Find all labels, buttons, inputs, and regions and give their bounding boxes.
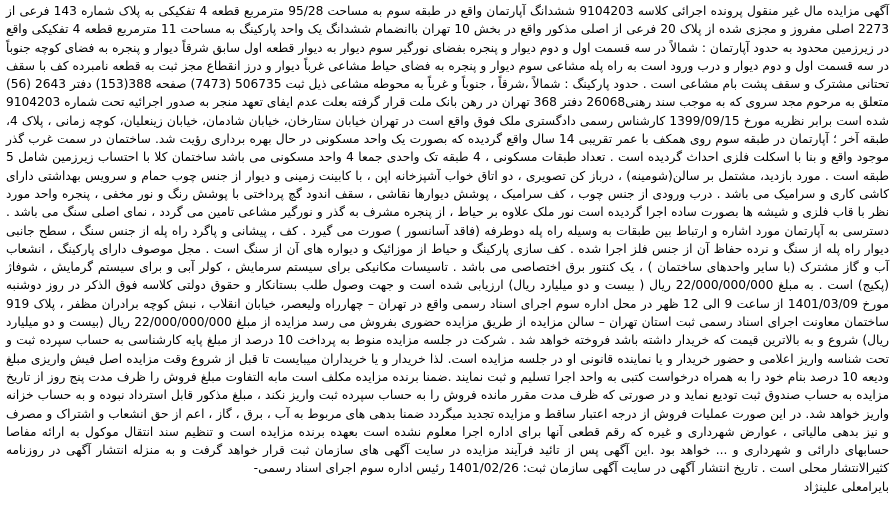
official-signature-name: بایرامعلی علینژاد bbox=[803, 479, 889, 494]
notice-body-text: آگهی مزایده مال غیر منقول پرونده اجرائی کلاسه 9104203 ششدانگ آپارتمان واقع در طبقه سوم به مساحت 95/28 مترمربع قطعه 4 تفکیکی به پلاک شماره 143 فرعی از 2273 اصلی مفروز و مجزی شده از پلاک 20 فرعی از اصلی مذکور واقع در بخش 10 تهران باانضمام ششدانگ یک واحد پارکینگ به مساحت 11 مترمربع قطعه 4 تفکیکی واقع در زیرزمین محدود به حدود آپارتمان : شمالاً در سه قسمت اول و دوم دیوار و پنجره بفضای نورگیر سوم دیوار به دیوار قطعه اول سابق شرقاً دیوار و پنجره به فضای کوچه جنوباً در سه قسمت اول و دوم دیوار و درب ورود است به راه پله مشاعی سوم دیوار و پنجره به فضای حیاط مشاعی غرباً دیوار و درز انقطاع مجز ثبت به قطعه نامبرده کف با سقف تحتانی مشترک و سقف پشت بام مشاعی است . حدود پارکینگ : شمالاً ،شرقاً ، جنوباً و غرباً به محوطه مشاعی ذیل ثبت 506735 (7473) صفحه 388(153) دفتر 2643 (56) متعلق به مرحوم مجد سروی که به موجب سند رهنی26068 دفتر 368 تهران در رهن بانک ملت قرار گرفته بعلت عدم ایفای تعهد منجر به صدور اجرائیه تحت شماره 9104203 شده است برابر نظریه مورخ 1399/09/15 کارشناس رسمی دادگستری ملک فوق واقع است در تهران خیابان ستارخان، خیابان شادمان، خیابان زینعلیان، کوچه زمانی ، پلاک 4، طبقه آخر ؛ آپارتمان در طبقه سوم روی همکف با عمر تقریبی 14 سال واقع گردیده که بصورت یک واحد مسکونی در حال بهره برداری رؤیت شد. ساختمان در سمت غرب گذر موجود واقع و بنا با اسکلت فلزی احداث گردیده است . تعداد طبقات مسکونی ، 4 طبقه تک واحدی جمعا 4 واحد مسکونی می باشد ساختمان کلا با احتساب زیرزمین شامل 5 طبقه است . مورد بازدید، مشتمل بر سالن(شومینه) ، درباز کن تصویری ، دو اتاق خواب آشپزخانه اپن ، با کابینت زمینی و دیوار از جنس چوب حمام و سرویس بهداشتی دارای کاشی کاری و سرامیک می باشد . درب ورودی از جنس چوب ، کف سرامیک ، پوشش دیوارها نقاشی ، سقف اندود گچ پرداختی با پوشش رنگ و نور مخفی ، پنجره واحد مورد نظر با قاب فلزی و شیشه ها بصورت ساده اجرا گردیده است نور ملک علاوه بر حیاط ، از پنجره مشرف به گذر و نورگیر مشاعی تامین می گردد ، نمای اصلی سنگ می باشد . دسترسی به آپارتمان مورد اشاره و ارتباط بین طبقات به وسیله راه پله دوطرفه (فاقد آسانسور ) صورت می گیرد . کف ، پیشانی و پاگرد راه پله از جنس سنگ ، سطح جانبی دیوار راه پله از سنگ و نرده حفاظ آن از جنس فلز اجرا شده . کف سازی پارکینگ و حیاط از موزائیک و دیواره های آن از سنگ است . مجل موصوف دارای پارکینگ ، انشعاب آب و گاز مشترک (با سایر واحدهای ساختمان ) ، یک کنتور برق اختصاصی می باشد . تاسیسات مکانیکی برای سیستم سرمایش ، کولر آبی و برای سیستم گرمایش ، شوفاژ (پکیج) است . به مبلغ 22/000/000/000 ریال ( بیست و دو میلیارد ریال) ارزیابی شده است و جهت وصول طلب بستانکار و حقوق دولتی کلاسه فوق الذکر در روز دوشنبه مورخ 1401/03/09 از ساعت 9 الی 12 ظهر در محل اداره سوم اجرای اسناد رسمی واقع در تهران – چهارراه ولیعصر، خیابان انقلاب ، نبش کوچه برادران مظفر ، پلاک 919 ساختمان معاونت اجرای اسناد رسمی ثبت استان تهران – سالن مزایده از طریق مزایده حضوری بفروش می رسد مزایده از مبلغ 22/000/000/000 ریال (بیست و دو میلیارد ریال) شروع و به بالاترین قیمت که خریدار داشته باشد فروخته خواهد شد . شرکت در جلسه مزایده منوط به پرداخت 10 درصد از مبلغ پایه کارشناسی به حساب سپرده ثبت و تحت شناسه واریز اعلامی و حضور خریدار و یا نماینده قانونی او در جلسه مزایده است. لذا خریدار و یا خریداران میبایست تا قبل از شروع وقت مزایده اصل فیش واریزی مبلغ ودیعه 10 درصد بنام خود را به همراه درخواست کتبی به واحد اجرا تسلیم و ثبت نمایند .ضمنا برنده مزایده مکلف است مابه التفاوت مبلغ فروش را ظرف مدت پنج روز از تاریخ مزایده به حساب صندوق ثبت تودیع نماید و در صورتی که ظرف مدت مقرر مانده فروش را به حساب سپرده ثبت واریز نکند ، مبلغ مذکور قابل استرداد نبوده و به حساب خزانه واریز خواهد شد. در این صورت عملیات فروش از درجه اعتبار ساقط و مزایده تجدید میگردد ضمنا بدهی های مربوط به آب ، برق ، گاز ، اعم از حق انشعاب و اشتراک و مصرف و نیز بدهی مالیاتی ، عوارض شهرداری و غیره که رقم قطعی آنها برای اداره اجرا معلوم نشده است بعهده برنده مزایده است و تنظیم سند انتقال موکول به ارائه مفاصا حسابهای دارائی و شهرداری و ... خواهد بود .این آگهی پس از تائید فرآیند مزایده در سایت آگهی های سازمان ثبت قرار خواهد گرفت و به منزله انتشار آگهی در روزنامه کثیرالانتشار محلی است . تاریخ انتشار آگهی در سایت آگهی سازمان ثبت: 1401/02/26 رئیس اداره سوم اجرای اسناد رسمی- bbox=[6, 4, 890, 476]
